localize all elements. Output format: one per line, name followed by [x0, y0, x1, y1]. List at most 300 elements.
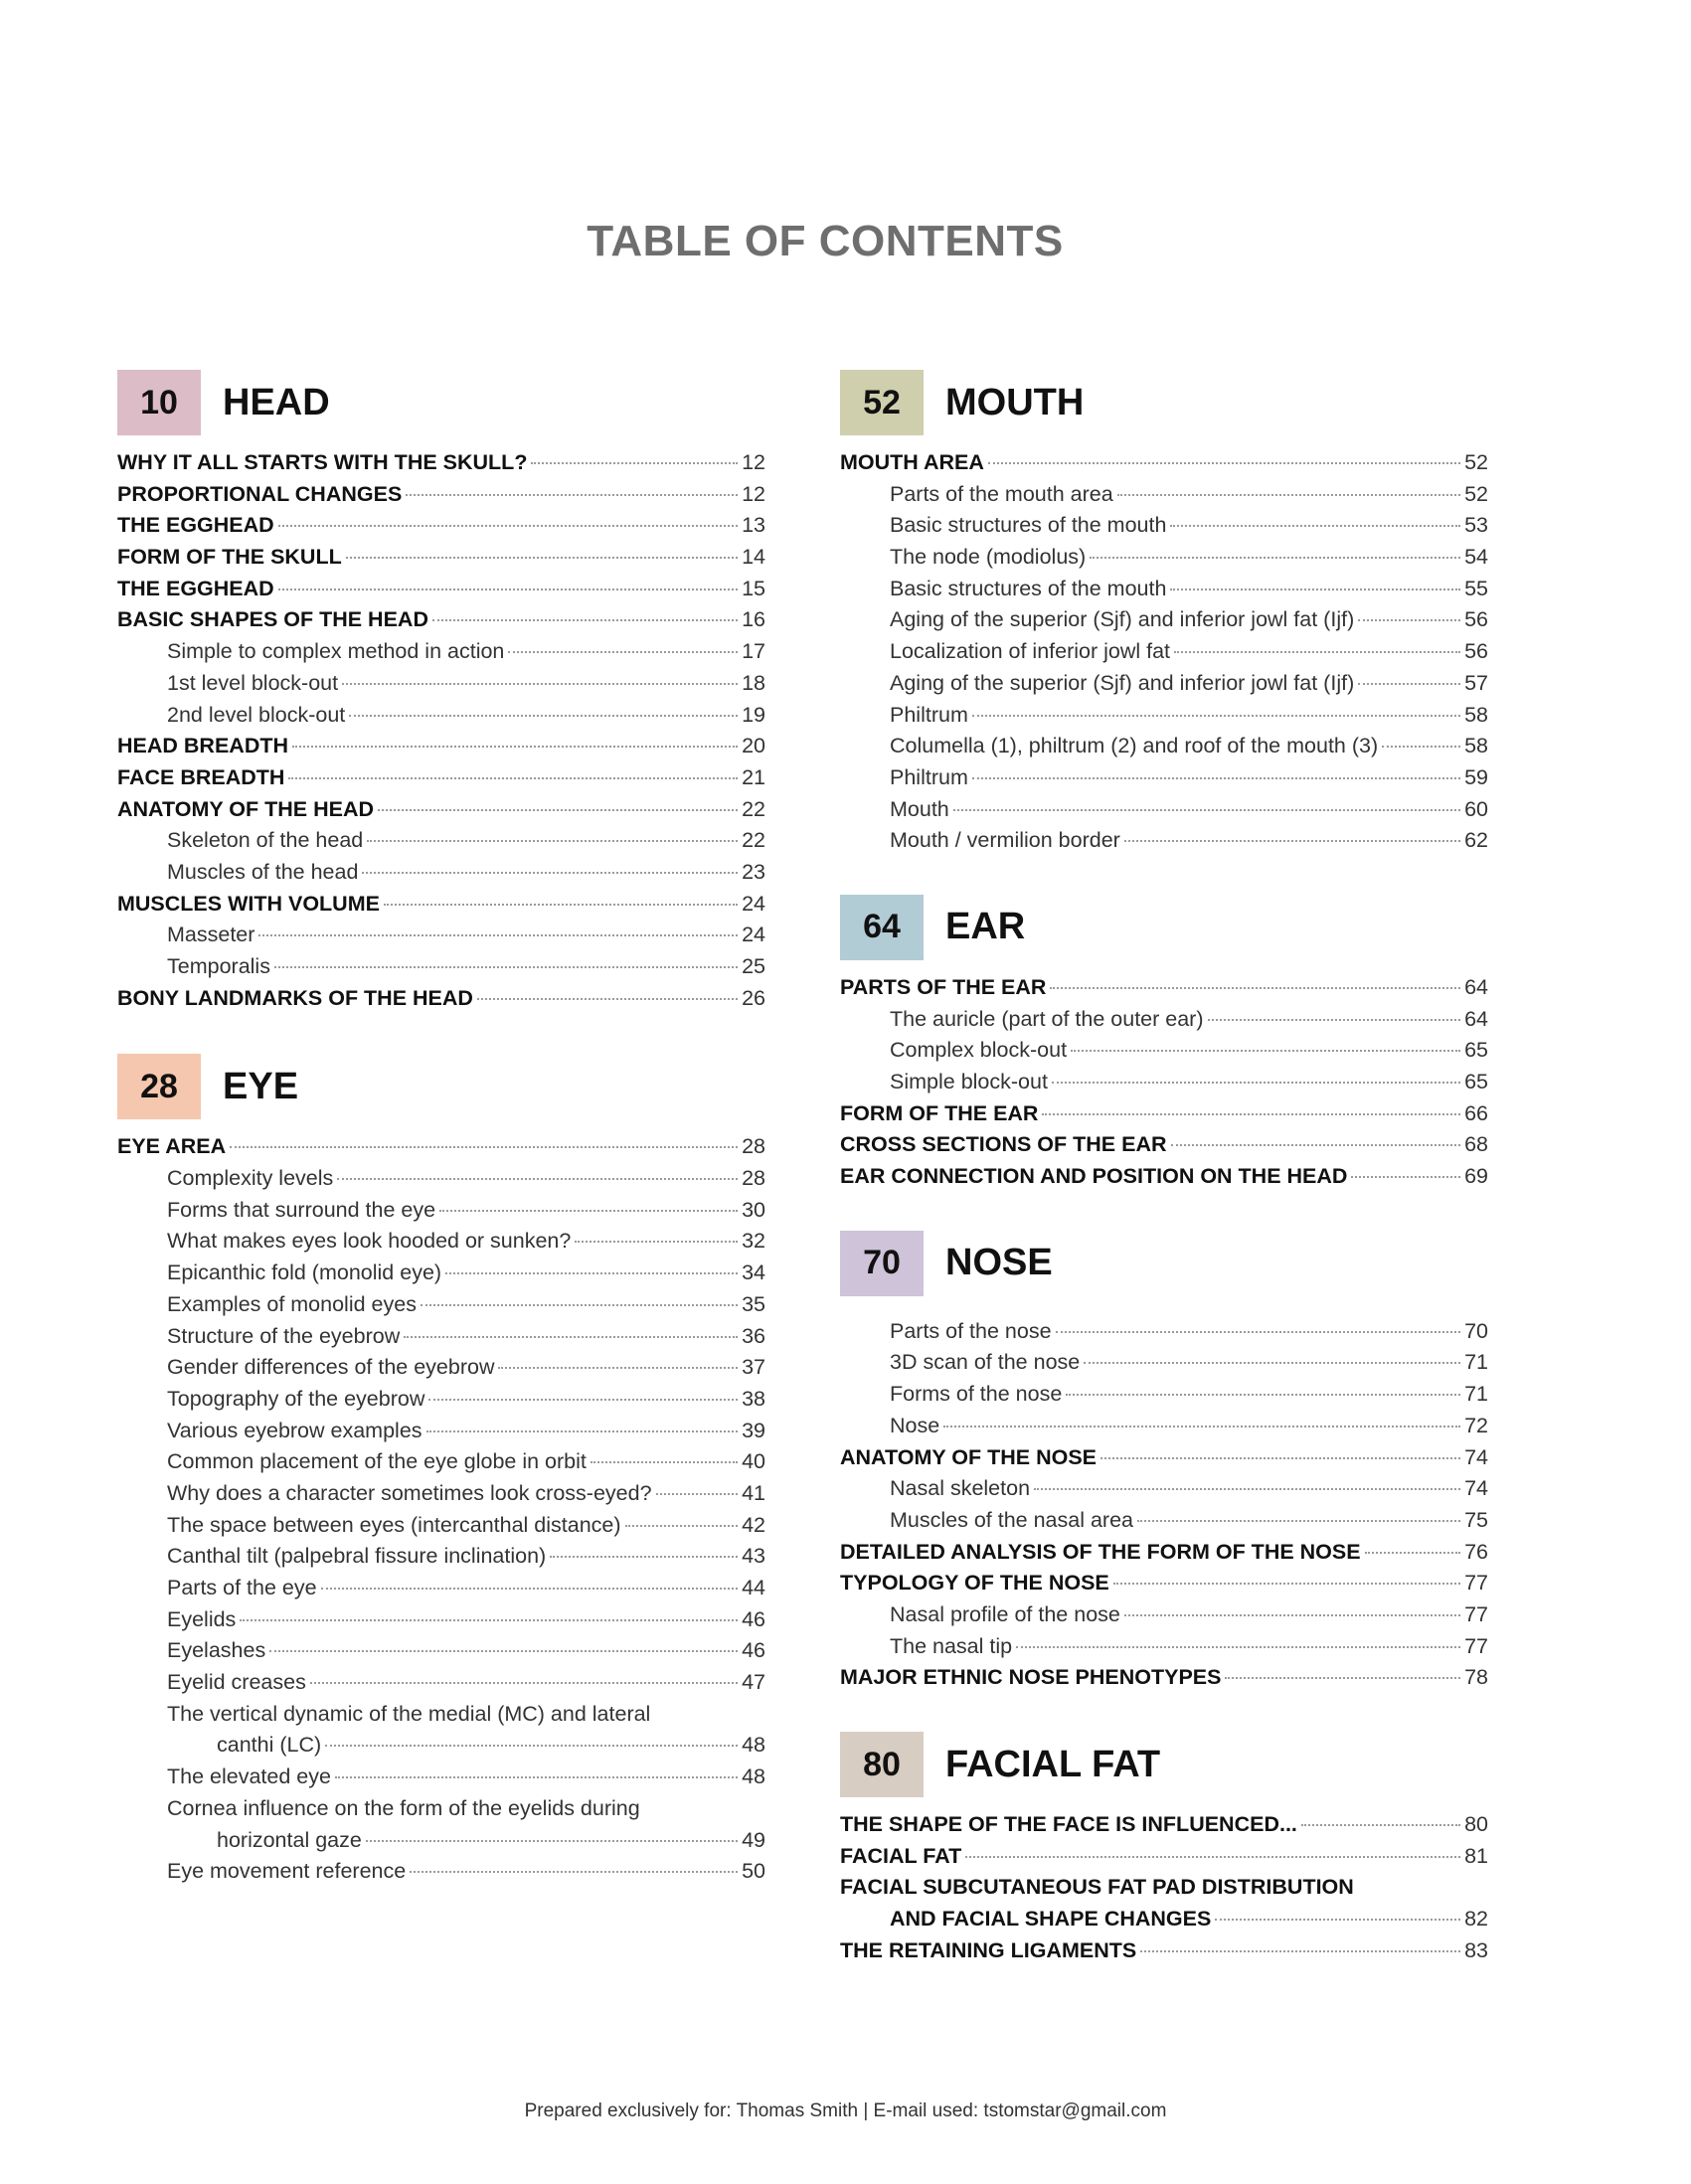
toc-subentry[interactable] [117, 1446, 765, 1478]
toc-entry-page: 65 [1464, 1070, 1488, 1093]
dot-leader [421, 1303, 738, 1306]
section-ear [840, 895, 1488, 1193]
dot-leader [1042, 1112, 1460, 1115]
toc-subentry[interactable] [117, 1195, 765, 1227]
dot-leader [1208, 1018, 1461, 1021]
dot-leader [1358, 618, 1460, 621]
dot-leader [349, 714, 738, 717]
toc-entry[interactable] [117, 447, 765, 479]
dot-leader [428, 1398, 738, 1401]
toc-entry-page: 71 [1464, 1350, 1488, 1375]
toc-entry-page: 57 [1464, 670, 1488, 695]
dot-leader [230, 1145, 738, 1148]
dot-leader [656, 1492, 739, 1495]
dot-leader [1301, 1823, 1460, 1826]
toc-entry-label: FORM OF THE SKULL [117, 545, 342, 570]
toc-entry-label-continued: horizontal gaze [217, 1827, 362, 1852]
toc-entry-label: Topography of the eyebrow [167, 1386, 425, 1411]
toc-entry-page: 28 [742, 1166, 765, 1191]
toc-entry-label: ANATOMY OF THE NOSE [840, 1444, 1098, 1469]
toc-subentry[interactable] [840, 1004, 1488, 1036]
toc-entry-page: 25 [742, 954, 765, 978]
toc-entry-label: PROPORTIONAL CHANGES [117, 481, 403, 506]
dot-leader [1174, 650, 1460, 653]
toc-entry-label: MOUTH AREA [840, 450, 984, 474]
toc-entry-list [840, 972, 1488, 1193]
toc-entry-page: 48 [742, 1764, 765, 1789]
toc-entry-label: FACIAL SUBCUTANEOUS FAT PAD DISTRIBUTION [840, 1875, 1354, 1900]
toc-entry-page: 58 [1464, 702, 1488, 727]
toc-entry[interactable] [840, 1442, 1488, 1474]
toc-entry-line1[interactable] [840, 1872, 1488, 1904]
toc-entry-page: 78 [1464, 1665, 1488, 1690]
toc-entry-label: BASIC SHAPES OF THE HEAD [117, 607, 428, 632]
toc-entry-label: FORM OF THE EAR [840, 1100, 1039, 1125]
toc-entry-label: MUSCLES WITH VOLUME [117, 891, 380, 916]
toc-entry-label: DETAILED ANALYSIS OF THE FORM OF THE NOSE [840, 1539, 1361, 1564]
toc-subentry-line1[interactable] [117, 1699, 765, 1731]
toc-entry-page: 20 [742, 734, 765, 758]
dot-leader [943, 1425, 1460, 1428]
toc-entry-page: 59 [1464, 764, 1488, 789]
toc-entry-page: 64 [1464, 974, 1488, 999]
section-facial-fat [840, 1732, 1488, 1966]
dot-leader [1071, 1049, 1460, 1052]
toc-entry-label: Parts of the nose [890, 1318, 1052, 1343]
dot-leader [269, 1649, 738, 1652]
dot-leader [988, 461, 1460, 464]
toc-entry-page: 22 [742, 796, 765, 821]
toc-entry[interactable] [117, 889, 765, 921]
toc-entry-label: Basic structures of the mouth [890, 513, 1167, 538]
toc-subentry[interactable] [117, 1258, 765, 1289]
toc-subentry[interactable] [840, 1035, 1488, 1067]
section-header [840, 1732, 1488, 1797]
toc-entry-page: 49 [742, 1827, 765, 1852]
toc-entry-label: TYPOLOGY OF THE NOSE [840, 1571, 1109, 1596]
toc-entry-page: 64 [1464, 1006, 1488, 1031]
dot-leader [625, 1524, 739, 1527]
toc-subentry[interactable] [840, 574, 1488, 605]
toc-entry-page: 50 [742, 1859, 765, 1884]
toc-entry-label: PARTS OF THE EAR [840, 974, 1047, 999]
section-title[interactable]: EYE [223, 1065, 299, 1107]
toc-entry-label: Forms of the nose [890, 1382, 1063, 1407]
toc-subentry[interactable] [117, 1384, 765, 1416]
toc-subentry[interactable] [117, 857, 765, 889]
toc-entry-label: THE EGGHEAD [117, 513, 274, 538]
toc-entry[interactable] [840, 447, 1488, 479]
toc-subentry[interactable] [840, 1316, 1488, 1348]
toc-entry-page: 56 [1464, 639, 1488, 664]
toc-subentry[interactable] [117, 1635, 765, 1667]
toc-entry-label: Epicanthic fold (monolid eye) [167, 1260, 442, 1285]
section-header [840, 1231, 1488, 1296]
toc-subentry[interactable] [117, 668, 765, 700]
section-title[interactable]: MOUTH [945, 381, 1085, 423]
toc-entry-page: 74 [1464, 1444, 1488, 1469]
toc-entry-label: THE RETAINING LIGAMENTS [840, 1937, 1137, 1962]
toc-entry[interactable] [117, 604, 765, 636]
toc-entry-page: 17 [742, 639, 765, 664]
dot-leader [1358, 682, 1460, 685]
toc-entry-page: 77 [1464, 1633, 1488, 1658]
toc-entry-page: 58 [1464, 734, 1488, 758]
toc-entry-page: 52 [1464, 481, 1488, 506]
toc-entry-page: 18 [742, 670, 765, 695]
toc-entry-label: WHY IT ALL STARTS WITH THE SKULL? [117, 450, 528, 474]
toc-subentry[interactable] [117, 700, 765, 732]
dot-leader [367, 839, 738, 842]
toc-entry-page: 43 [742, 1544, 765, 1569]
dot-leader [292, 745, 738, 748]
toc-entry-page: 62 [1464, 828, 1488, 853]
toc-entry-label: Aging of the superior (Sjf) and inferior jowl fat (Ijf) [890, 670, 1355, 695]
dot-leader [432, 618, 738, 621]
toc-entry[interactable] [840, 1662, 1488, 1694]
toc-subentry[interactable] [117, 1856, 765, 1888]
toc-entry[interactable] [840, 1841, 1488, 1873]
toc-subentry[interactable] [117, 825, 765, 857]
toc-subentry[interactable] [840, 731, 1488, 762]
toc-entry-label: Mouth [890, 796, 949, 821]
toc-entry[interactable] [117, 479, 765, 511]
toc-entry-label: Muscles of the head [167, 859, 359, 884]
toc-subentry[interactable] [840, 1631, 1488, 1663]
toc-subentry[interactable] [117, 1289, 765, 1321]
toc-entry-label-continued: canthi (LC) [217, 1733, 322, 1758]
toc-entry-page: 40 [742, 1449, 765, 1474]
toc-entry-page: 69 [1464, 1164, 1488, 1189]
toc-entry[interactable] [117, 794, 765, 826]
toc-entry-label: Nasal skeleton [890, 1476, 1031, 1501]
toc-subentry[interactable] [840, 762, 1488, 794]
toc-entry[interactable] [840, 1161, 1488, 1193]
toc-entry-label: THE EGGHEAD [117, 576, 274, 600]
dot-leader [1215, 1918, 1460, 1921]
toc-entry-label: Muscles of the nasal area [890, 1507, 1133, 1532]
dot-leader [310, 1681, 738, 1684]
toc-entry-page: 24 [742, 891, 765, 916]
toc-subentry[interactable] [117, 1667, 765, 1699]
toc-entry-page: 47 [742, 1670, 765, 1695]
dot-leader [1016, 1645, 1460, 1648]
dot-leader [1140, 1949, 1460, 1952]
dot-leader [384, 903, 738, 906]
toc-subentry[interactable] [117, 1762, 765, 1793]
toc-subentry[interactable] [117, 1416, 765, 1447]
dot-leader [1056, 1330, 1461, 1333]
toc-subentry[interactable] [840, 604, 1488, 636]
toc-entry-page: 83 [1464, 1937, 1488, 1962]
dot-leader [1090, 556, 1460, 559]
toc-entry-page: 42 [742, 1512, 765, 1537]
dot-leader [366, 1839, 738, 1842]
toc-entry-page: 70 [1464, 1318, 1488, 1343]
toc-entry-page: 75 [1464, 1507, 1488, 1532]
toc-entry-page: 14 [742, 545, 765, 570]
dot-leader [1365, 1551, 1460, 1554]
toc-entry-label: Columella (1), philtrum (2) and roof of the mouth (3) [890, 734, 1379, 758]
dot-leader [1117, 493, 1460, 496]
toc-entry-label: The nasal tip [890, 1633, 1013, 1658]
dot-leader [1052, 1081, 1460, 1084]
toc-subentry[interactable] [840, 479, 1488, 511]
toc-entry-list [840, 1316, 1488, 1694]
toc-entry[interactable] [117, 510, 765, 542]
dot-leader [1170, 524, 1460, 527]
toc-entry[interactable] [840, 1537, 1488, 1569]
section-title[interactable]: EAR [945, 906, 1026, 948]
toc-entry-label: 1st level block-out [167, 670, 339, 695]
toc-entry-line2[interactable] [840, 1904, 1488, 1935]
toc-entry-label: The node (modiolus) [890, 545, 1087, 570]
toc-entry-page: 82 [1464, 1907, 1488, 1932]
toc-entry-page: 28 [742, 1134, 765, 1159]
dot-leader [445, 1271, 738, 1274]
toc-entry-page: 60 [1464, 796, 1488, 821]
dot-leader [972, 776, 1460, 779]
toc-entry-page: 19 [742, 702, 765, 727]
dot-leader [406, 493, 738, 496]
toc-subentry[interactable] [117, 1352, 765, 1384]
toc-entry[interactable] [840, 1809, 1488, 1841]
toc-entry[interactable] [117, 731, 765, 762]
toc-subentry[interactable] [117, 1573, 765, 1604]
toc-subentry[interactable] [117, 1321, 765, 1353]
toc-entry-label: EAR CONNECTION AND POSITION ON THE HEAD [840, 1164, 1348, 1189]
section-title[interactable]: NOSE [945, 1242, 1053, 1284]
toc-subentry[interactable] [840, 1599, 1488, 1631]
dot-leader [477, 997, 738, 1000]
toc-subentry[interactable] [117, 1226, 765, 1258]
toc-entry-page: 52 [1464, 450, 1488, 474]
toc-entry-list [117, 1131, 765, 1888]
toc-entry[interactable] [117, 542, 765, 574]
toc-entry-label: Complexity levels [167, 1166, 334, 1191]
toc-entry-label: Philtrum [890, 702, 968, 727]
toc-entry-label: Structure of the eyebrow [167, 1323, 401, 1348]
toc-entry-label: Skeleton of the head [167, 828, 364, 853]
toc-entry-page: 23 [742, 859, 765, 884]
toc-entry-page: 12 [742, 450, 765, 474]
toc-subentry[interactable] [840, 794, 1488, 826]
dot-leader [426, 1429, 739, 1432]
toc-subentry[interactable] [840, 1067, 1488, 1098]
toc-subentry[interactable] [840, 542, 1488, 574]
toc-entry-label: Temporalis [167, 954, 270, 978]
toc-entry-page: 32 [742, 1229, 765, 1254]
dot-leader [1171, 1143, 1461, 1146]
toc-entry-label: Eyelashes [167, 1638, 266, 1663]
section-head [117, 370, 765, 1014]
toc-entry-label: MAJOR ETHNIC NOSE PHENOTYPES [840, 1665, 1222, 1690]
section-number-badge: 64 [840, 895, 924, 960]
toc-entry-label: Eyelids [167, 1606, 237, 1631]
toc-entry-label: Basic structures of the mouth [890, 576, 1167, 600]
dot-leader [240, 1618, 738, 1621]
dot-leader [575, 1240, 738, 1243]
dot-leader [342, 682, 738, 685]
toc-entry-label: Forms that surround the eye [167, 1197, 436, 1222]
toc-subentry[interactable] [840, 700, 1488, 732]
toc-entry-list [840, 1809, 1488, 1966]
toc-entry[interactable] [117, 983, 765, 1015]
toc-entry-page: 56 [1464, 607, 1488, 632]
toc-entry-page: 46 [742, 1638, 765, 1663]
toc-entry-label: The elevated eye [167, 1764, 331, 1789]
toc-subentry[interactable] [840, 1505, 1488, 1537]
toc-entry-page: 55 [1464, 576, 1488, 600]
toc-entry-page: 72 [1464, 1413, 1488, 1437]
toc-subentry[interactable] [840, 1379, 1488, 1411]
toc-entry-label: Eyelid creases [167, 1670, 306, 1695]
toc-subentry[interactable] [840, 636, 1488, 668]
toc-entry-label-continued: AND FACIAL SHAPE CHANGES [890, 1907, 1212, 1932]
page-title: TABLE OF CONTENTS [587, 217, 1064, 265]
toc-entry-page: 77 [1464, 1601, 1488, 1626]
toc-right-column [840, 370, 1488, 1966]
toc-subentry[interactable] [117, 1510, 765, 1542]
dot-leader [1100, 1456, 1460, 1459]
section-number-badge: 80 [840, 1732, 924, 1797]
toc-entry-label: 2nd level block-out [167, 702, 346, 727]
dot-leader [362, 871, 738, 874]
footer-license-note: Prepared exclusively for: Thomas Smith | E-mail used: tstomstar@gmail.com [524, 2100, 1167, 2121]
toc-subentry[interactable] [117, 636, 765, 668]
toc-entry[interactable] [840, 1098, 1488, 1130]
toc-entry-page: 26 [742, 985, 765, 1010]
toc-entry-label: Localization of inferior jowl fat [890, 639, 1171, 664]
toc-entry-label: Mouth / vermilion border [890, 828, 1120, 853]
section-header [840, 370, 1488, 435]
section-title[interactable]: HEAD [223, 381, 330, 423]
toc-subentry[interactable] [840, 825, 1488, 857]
toc-subentry[interactable] [117, 1478, 765, 1510]
toc-subentry[interactable] [117, 1604, 765, 1636]
toc-entry-label: Philtrum [890, 764, 968, 789]
dot-leader [1225, 1676, 1460, 1679]
toc-entry-page: 68 [1464, 1132, 1488, 1157]
toc-entry-page: 54 [1464, 545, 1488, 570]
dot-leader [1382, 745, 1460, 748]
toc-entry[interactable] [840, 1935, 1488, 1967]
toc-entry-page: 81 [1464, 1843, 1488, 1868]
dot-leader [404, 1335, 738, 1338]
toc-entry-page: 24 [742, 923, 765, 947]
toc-entry-label: FACIAL FAT [840, 1843, 962, 1868]
dot-leader [1050, 986, 1460, 989]
toc-entry-label: EYE AREA [117, 1134, 227, 1159]
section-title[interactable]: FACIAL FAT [945, 1743, 1161, 1785]
toc-entry-label: Simple block-out [890, 1070, 1048, 1093]
toc-entry-page: 15 [742, 576, 765, 600]
toc-entry-page: 21 [742, 764, 765, 789]
toc-entry-page: 80 [1464, 1812, 1488, 1836]
dot-leader [288, 776, 738, 779]
toc-entry-page: 53 [1464, 513, 1488, 538]
toc-entry-page: 41 [742, 1480, 765, 1505]
toc-entry-page: 30 [742, 1197, 765, 1222]
dot-leader [972, 714, 1460, 717]
toc-entry-label: Parts of the mouth area [890, 481, 1113, 506]
toc-entry[interactable] [840, 1568, 1488, 1599]
toc-entry-label: Why does a character sometimes look cross-eyed? [167, 1480, 652, 1505]
dot-leader [1034, 1487, 1460, 1490]
toc-entry-page: 46 [742, 1606, 765, 1631]
toc-entry[interactable] [840, 1129, 1488, 1161]
toc-entry-page: 37 [742, 1355, 765, 1380]
toc-entry-label: The auricle (part of the outer ear) [890, 1006, 1204, 1031]
toc-entry-label: Gender differences of the eyebrow [167, 1355, 495, 1380]
toc-subentry[interactable] [117, 1541, 765, 1573]
dot-leader [953, 808, 1460, 811]
toc-left-column [117, 370, 765, 1888]
dot-leader [550, 1555, 738, 1558]
dot-leader [1124, 1613, 1460, 1616]
toc-entry-label: Aging of the superior (Sjf) and inferior jowl fat (Ijf) [890, 607, 1355, 632]
toc-entry-page: 44 [742, 1576, 765, 1599]
dot-leader [591, 1460, 738, 1463]
toc-entry-page: 66 [1464, 1100, 1488, 1125]
toc-subentry[interactable] [840, 1347, 1488, 1379]
toc-entry[interactable] [117, 762, 765, 794]
toc-subentry[interactable] [117, 1163, 765, 1195]
dot-leader [1170, 588, 1460, 590]
toc-subentry[interactable] [117, 951, 765, 983]
dot-leader [378, 808, 738, 811]
dot-leader [278, 524, 738, 527]
toc-entry-page: 71 [1464, 1382, 1488, 1407]
section-number-badge: 28 [117, 1054, 201, 1119]
toc-entry-page: 12 [742, 481, 765, 506]
dot-leader [531, 461, 738, 464]
toc-entry[interactable] [840, 972, 1488, 1004]
toc-entry-page: 13 [742, 513, 765, 538]
toc-subentry-line2[interactable] [117, 1825, 765, 1857]
section-mouth [840, 370, 1488, 857]
toc-entry-label: Eye movement reference [167, 1859, 407, 1884]
section-number-badge: 70 [840, 1231, 924, 1296]
toc-subentry[interactable] [840, 1411, 1488, 1442]
toc-entry[interactable] [117, 574, 765, 605]
toc-subentry[interactable] [840, 1473, 1488, 1505]
toc-entry-label: ANATOMY OF THE HEAD [117, 796, 375, 821]
toc-entry[interactable] [117, 1131, 765, 1163]
toc-entry-label: Canthal tilt (palpebral fissure inclination) [167, 1544, 547, 1569]
toc-entry-label: What makes eyes look hooded or sunken? [167, 1229, 572, 1254]
dot-leader [1084, 1361, 1460, 1364]
toc-entry-page: 16 [742, 607, 765, 632]
toc-entry-page: 77 [1464, 1571, 1488, 1596]
toc-subentry[interactable] [840, 510, 1488, 542]
dot-leader [498, 1366, 738, 1369]
toc-subentry-line2[interactable] [117, 1730, 765, 1762]
toc-subentry-line1[interactable] [117, 1793, 765, 1825]
toc-entry-label: Cornea influence on the form of the eyelids during [167, 1795, 640, 1820]
dot-leader [508, 650, 738, 653]
toc-subentry[interactable] [117, 920, 765, 951]
toc-entry-page: 38 [742, 1386, 765, 1411]
toc-entry-label: Nasal profile of the nose [890, 1601, 1120, 1626]
toc-entry-label: Various eyebrow examples [167, 1418, 423, 1442]
dot-leader [321, 1587, 738, 1590]
toc-subentry[interactable] [840, 668, 1488, 700]
dot-leader [1066, 1393, 1460, 1396]
toc-entry-label: HEAD BREADTH [117, 734, 288, 758]
dot-leader [965, 1855, 1460, 1858]
dot-leader [410, 1870, 738, 1873]
